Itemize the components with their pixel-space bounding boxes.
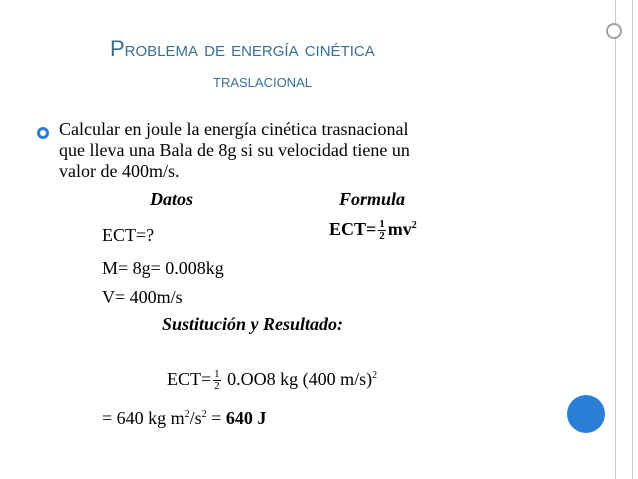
problem-line-2: que lleva una Bala de 8g si su velocidad tiene un xyxy=(59,140,410,160)
sustitucion-frac-num: 1 xyxy=(214,368,220,381)
datos-item-velocity: V= 400m/s xyxy=(102,287,183,307)
formula-expression xyxy=(329,219,417,242)
decor-rail-left xyxy=(615,0,616,479)
result-prefix: = 640 kg m xyxy=(102,408,185,428)
result-line xyxy=(102,408,266,429)
result-exp-2: 2 xyxy=(201,409,207,420)
formula-exponent: 2 xyxy=(411,220,417,231)
formula-frac-num: 1 xyxy=(379,218,385,231)
problem-line-1: Calcular en joule la energía cinética trasnacional xyxy=(59,119,409,139)
sustitucion-rhs: 0.OO8 kg (400 m/s) xyxy=(227,369,373,389)
sustitucion-frac-den: 2 xyxy=(214,380,220,393)
sustitucion-exponent: 2 xyxy=(372,370,378,381)
sustitucion-fraction xyxy=(213,369,221,392)
problem-line-3: valor de 400m/s. xyxy=(59,161,180,181)
result-value: 640 J xyxy=(225,408,267,428)
sustitucion-lhs: ECT= xyxy=(167,369,212,389)
formula-fraction xyxy=(378,219,386,242)
decor-circle-large xyxy=(567,395,605,433)
datos-item-ect: ECT=? xyxy=(102,225,155,245)
result-eq: = xyxy=(206,408,226,428)
result-mid: /s xyxy=(189,408,202,428)
decor-rail-right xyxy=(632,0,633,479)
datos-heading: Datos xyxy=(150,189,194,209)
sustitucion-heading: Sustitución y Resultado: xyxy=(162,314,344,334)
result-exp-1: 2 xyxy=(184,409,190,420)
title-line-2: traslacional xyxy=(213,71,312,91)
decor-circle-small xyxy=(606,23,622,39)
title-line-1: Problema de energía cinética xyxy=(110,36,375,61)
sustitucion-expression xyxy=(167,369,377,392)
circle-bullet-icon xyxy=(37,127,49,139)
formula-rhs: mv xyxy=(387,219,412,239)
formula-frac-den: 2 xyxy=(379,230,385,243)
formula-lhs: ECT= xyxy=(329,219,377,239)
datos-item-mass: M= 8g= 0.008kg xyxy=(102,258,224,278)
formula-heading: Formula xyxy=(339,189,406,209)
problem-statement xyxy=(59,119,579,182)
